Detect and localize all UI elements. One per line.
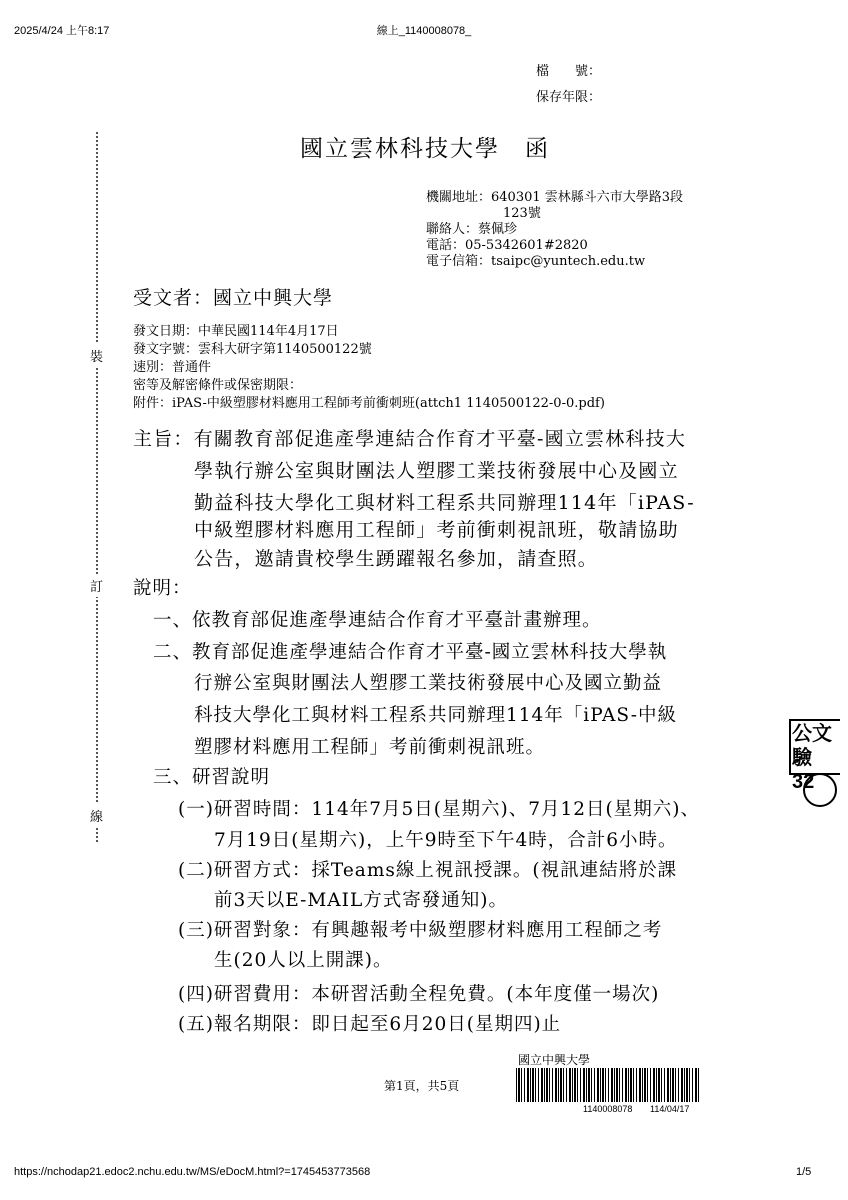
- explanation-item-2-cont: 塑膠材料應用工程師」考前衝刺視訊班。: [194, 737, 546, 758]
- classification: 密等及解密條件或保密期限：: [133, 378, 303, 393]
- edge-stamp-text: 公文 驗 32: [792, 723, 832, 793]
- sender-address-cont: 123號: [503, 206, 541, 221]
- issue-number: 發文字號：雲科大研字第1140500122號: [133, 342, 372, 357]
- sender-email: 電子信箱：tsaipc@yuntech.edu.tw: [426, 254, 646, 269]
- subject-line-5: 公告，邀請貴校學生踴躍報名參加，請查照。: [194, 548, 599, 570]
- subject-line-1: 主旨：有關教育部促進產學連結合作育才平臺-國立雲林科技大: [133, 428, 687, 450]
- binding-mark-xian: 線: [90, 804, 103, 827]
- subitem-3-cont: 生(20人以上開課)。: [214, 950, 393, 971]
- attachment: 附件：iPAS-中級塑膠材料應用工程師考前衝刺班(attch1 1140500122-0-0.pdf): [133, 396, 605, 411]
- recipient: 受文者：國立中興大學: [133, 287, 334, 309]
- receiver-stamp: 國立中興大學: [518, 1053, 591, 1067]
- sender-contact: 聯絡人：蔡佩珍: [426, 222, 518, 237]
- sender-address: 機關地址：640301 雲林縣斗六市大學路3段: [426, 190, 684, 205]
- subitem-3: (三)研習對象：有興趣報考中級塑膠材料應用工程師之考: [178, 920, 663, 941]
- subitem-4: (四)研習費用：本研習活動全程免費。(本年度僅一場次): [178, 984, 660, 1005]
- explanation-item-3: 三、研習說明: [153, 767, 271, 788]
- document-title: 國立雲林科技大學 函: [300, 136, 550, 162]
- print-page-count: 1/5: [796, 1166, 812, 1178]
- subitem-1: (一)研習時間：114年7月5日(星期六)、7月12日(星期六)、: [178, 799, 700, 820]
- print-title: 線上_1140008078_: [376, 25, 472, 37]
- explanation-item-2-cont: 行辦公室與財團法人塑膠工業技術發展中心及國立勤益: [194, 673, 663, 694]
- page-number: 第1頁，共5頁: [384, 1079, 460, 1093]
- binding-line: [96, 132, 98, 842]
- file-number-label: 檔 號：: [536, 64, 602, 79]
- print-timestamp: 2025/4/24 上午8:17: [14, 25, 110, 37]
- subject-line-3: 勤益科技大學化工與材料工程系共同辦理114年「iPAS-: [194, 492, 695, 514]
- delivery-speed: 速別：普通件: [133, 360, 212, 375]
- edge-verification-stamp: [788, 718, 840, 808]
- retention-label: 保存年限：: [536, 90, 602, 105]
- explanation-item-1: 一、依教育部促進產學連結合作育才平臺計畫辦理。: [153, 610, 602, 631]
- subject-line-2: 學執行辦公室與財團法人塑膠工業技術發展中心及國立: [194, 460, 679, 482]
- print-url: https://nchodap21.edoc2.nchu.edu.tw/MS/eDocM.html?=1745453773568: [14, 1166, 371, 1178]
- explanation-heading: 說明：: [133, 578, 192, 599]
- binding-mark-ding: 訂: [90, 574, 103, 597]
- subject-line-4: 中級塑膠材料應用工程師」考前衝刺視訊班，敬請協助: [194, 519, 679, 541]
- subitem-5: (五)報名期限：即日起至6月20日(星期四)止: [178, 1014, 562, 1035]
- subitem-2-cont: 前3天以E-MAIL方式寄發通知)。: [214, 890, 508, 911]
- barcode-date: 114/04/17: [650, 1104, 690, 1114]
- subitem-1-cont: 7月19日(星期六)，上午9時至下午4時，合計6小時。: [214, 830, 678, 851]
- subitem-2: (二)研習方式：採Teams線上視訊授課。(視訊連結將於課: [178, 860, 678, 881]
- sender-phone: 電話：05-5342601#2820: [426, 238, 588, 253]
- explanation-item-2-cont: 科技大學化工與材料工程系共同辦理114年「iPAS-中級: [194, 705, 677, 726]
- barcode-number: 1140008078: [583, 1104, 633, 1114]
- explanation-item-2: 二、教育部促進產學連結合作育才平臺-國立雲林科技大學執: [153, 642, 668, 663]
- binding-mark-zhuang: 裝: [90, 344, 103, 367]
- issue-date: 發文日期：中華民國114年4月17日: [133, 324, 339, 339]
- barcode: [516, 1068, 700, 1102]
